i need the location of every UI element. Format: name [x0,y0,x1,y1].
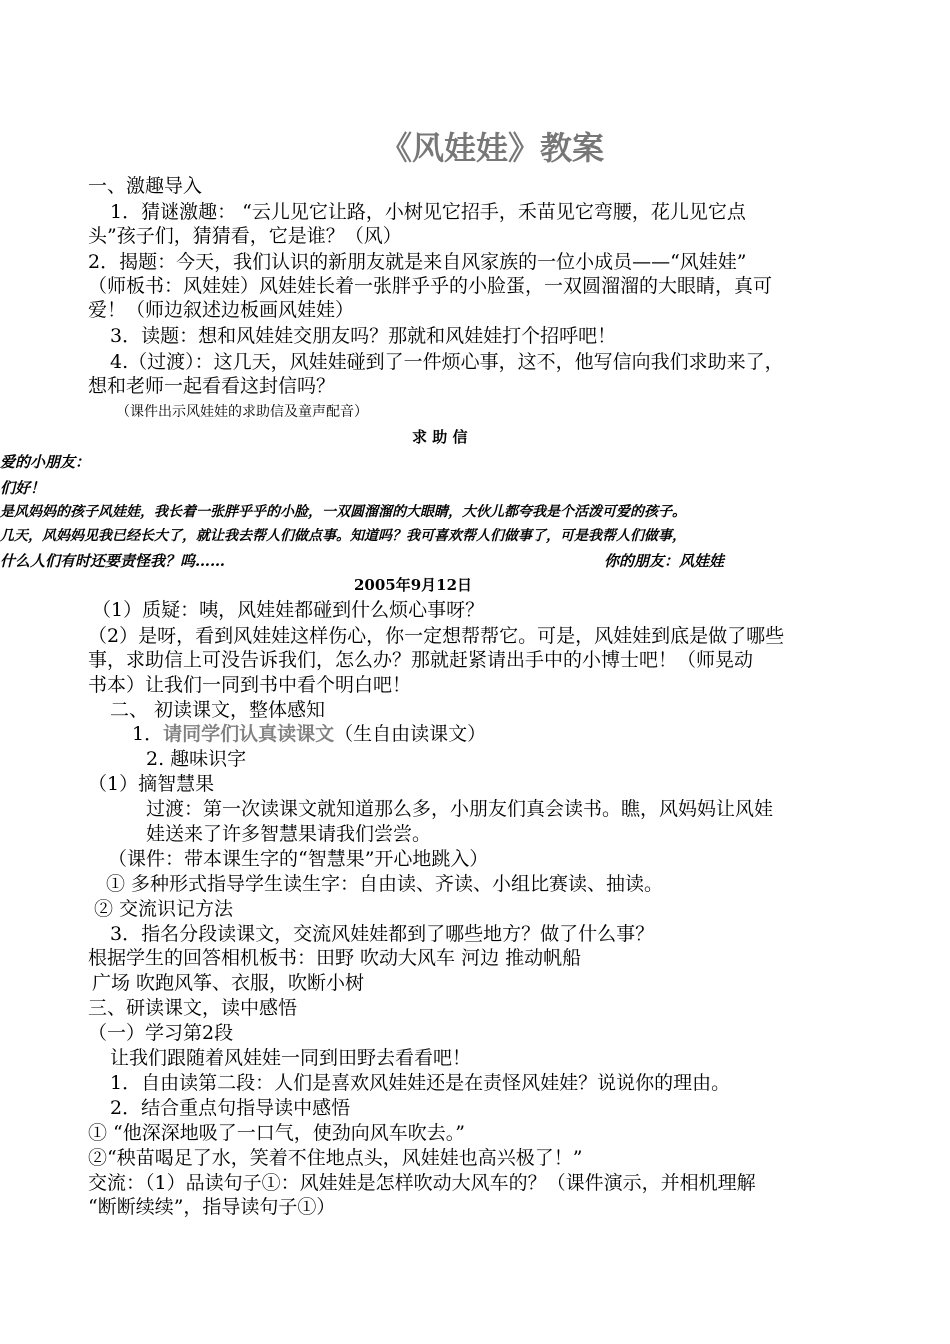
text-line: 1．自由读第二段：人们是喜欢风娃娃还是在责怪风娃娃？说说你的理由。 [110,1072,731,1094]
text-line: 1．猜谜激趣： “云儿见它让路，小树见它招手，禾苗见它弯腰，花儿见它点 [110,201,746,223]
text-line: （2）是呀，看到风娃娃这样伤心，你一定想帮帮它。可是，风娃娃到底是做了哪些 [88,625,785,647]
text-line: （1）质疑：咦，风娃娃都碰到什么烦心事呀？ [92,599,485,621]
text-line: 让我们跟随着风娃娃一同到田野去看看吧！ [110,1047,472,1069]
item-number: 1． [132,723,164,745]
text-line: （师板书：风娃娃）风娃娃长着一张胖乎乎的小脸蛋，一双圆溜溜的大眼睛，真可 [88,275,773,297]
text-line: 过渡：第一次读课文就知道那么多，小朋友们真会读书。瞧，风妈妈让风娃 [146,798,774,820]
text-line: 4.（过渡）：这几天，风娃娃碰到了一件烦心事，这不，他写信向我们求助来了， [110,351,784,373]
text-line: 2．结合重点句指导读中感悟 [110,1097,351,1119]
text-line: 广场 吹跑风筝、衣服，吹断小树 [92,972,365,994]
text-line: 头”孩子们，猜猜看，它是谁？（风） [88,225,402,247]
document-title: 《风娃娃》教案 [380,129,605,167]
text-line: ②“秧苗喝足了水，笑着不住地点头，风娃娃也高兴极了！” [88,1147,583,1169]
text-line: （课件：带本课生字的“智慧果”开心地跳入） [108,848,489,870]
text-line: ① “他深深地吸了一口气，使劲向风车吹去。” [88,1122,465,1144]
letter-date: 2005年9月12日 [354,576,473,594]
text-line: 2. 趣味识字 [146,748,247,770]
letter-line: 几天，风妈妈见我已经长大了，就让我去帮人们做点事。知道吗？我可喜欢帮人们做事了，可是我帮人们做事， [0,528,686,544]
text-line: 根据学生的回答相机板书：田野 吹动大风车 河边 推动帆船 [88,947,582,969]
text-line: 一、激趣导入 [88,175,203,197]
highlight-text: 请同学们认真读课文 [163,723,335,745]
text-line: 3．读题：想和风娃娃交朋友吗？那就和风娃娃打个招呼吧！ [110,325,617,347]
text-line: 娃送来了许多智慧果请我们尝尝。 [146,823,432,845]
item-note: （生自由读课文） [334,723,487,745]
text-line: 书本）让我们一同到书中看个明白吧！ [88,674,412,696]
letter-line: 爱的小朋友： [0,453,91,471]
text-line [132,722,486,746]
letter-line: 们好！ [0,479,46,497]
section-heading: 三、研读课文，读中感悟 [88,997,298,1019]
text-line: 2．揭题：今天，我们认识的新朋友就是来自风家族的一位小成员——“风娃娃” [88,251,747,273]
text-line: “断断续续”，指导读句子①） [88,1196,336,1218]
text-line: 事，求助信上可没告诉我们，怎么办？那就赶紧请出手中的小博士吧！（师晃动 [88,649,754,671]
text-line: 3．指名分段读课文，交流风娃娃都到了哪些地方？做了什么事？ [110,923,655,945]
letter-line: 什么人们有时还要责怪我？呜…… [0,552,226,570]
text-line: （一）学习第2段 [88,1022,234,1044]
text-line: 爱！（师边叙述边板画风娃娃） [88,299,355,321]
text-line: ② 交流识记方法 [94,898,234,920]
letter-line: 是风妈妈的孩子风娃娃，我长着一张胖乎乎的小脸，一双圆溜溜的大眼睛，大伙儿都夸我是个活泼可爱的孩子。 [0,504,686,520]
text-line: ① 多种形式指导学生读生字：自由读、齐读、小组比赛读、抽读。 [106,873,664,895]
letter-title: 求 助 信 [412,428,468,446]
section-heading: 二、 初读课文，整体感知 [110,699,326,721]
text-line: （1）摘智慧果 [88,773,215,795]
text-line: 交流：（1）品读句子①：风娃娃是怎样吹动大风车的？（课件演示，并相机理解 [88,1172,756,1194]
text-line: （课件出示风娃娃的求助信及童声配音） [116,404,368,420]
text-line: 想和老师一起看看这封信吗？ [88,375,336,397]
letter-signature: 你的朋友：风娃娃 [604,552,725,570]
